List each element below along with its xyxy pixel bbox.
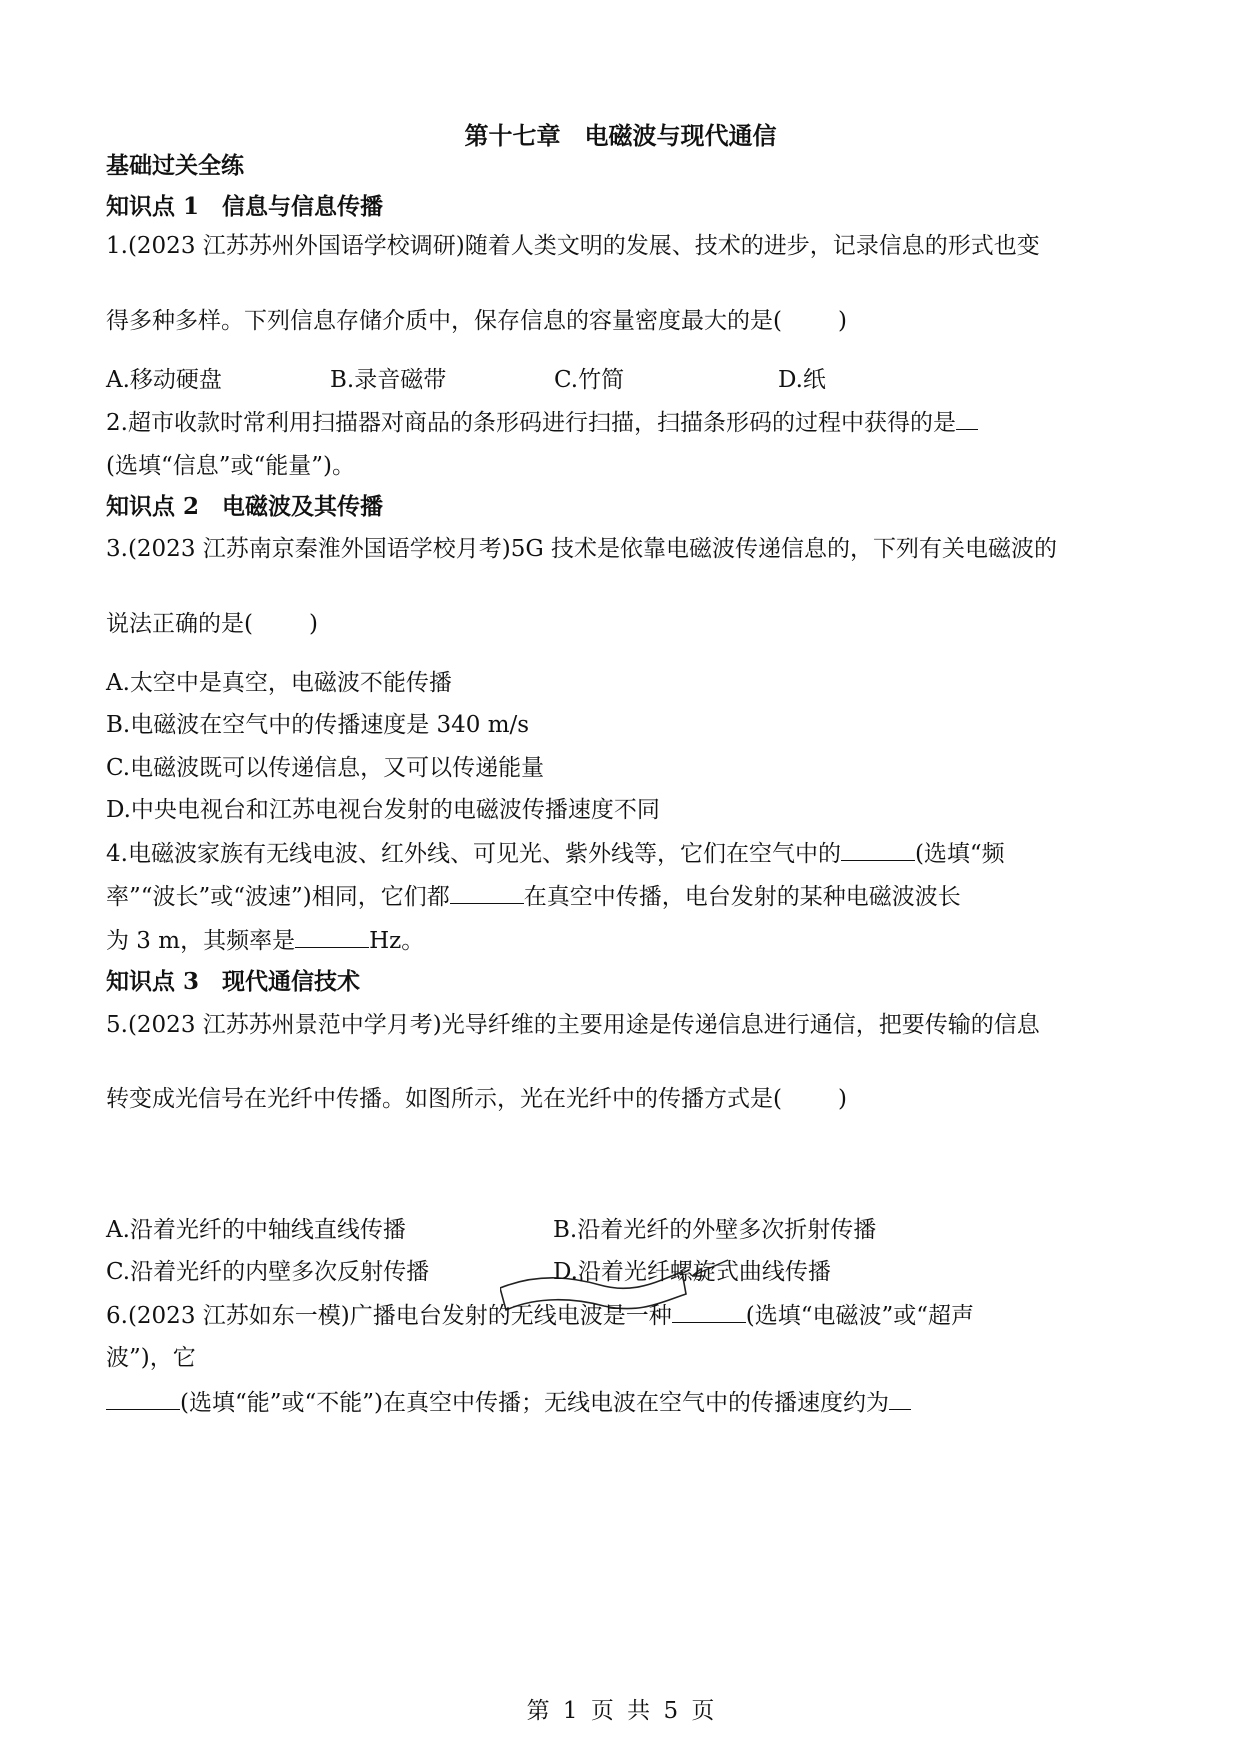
q3-option-b: B.电磁波在空气中的传播速度是 340 m/s <box>106 712 530 738</box>
q1-option-b: B.录音磁带 <box>330 367 447 393</box>
q6-line2: 波”)，它 <box>106 1345 196 1371</box>
paren-close: ) <box>308 611 318 637</box>
chapter-title: 第十七章 电磁波与现代通信 <box>464 121 777 150</box>
q5-option-a: A.沿着光纤的中轴线直线传播 <box>106 1217 406 1243</box>
q3-line2 <box>106 609 318 639</box>
q1-line1: 1.(2023 江苏苏州外国语学校调研)随着人类文明的发展、技术的进步，记录信息的形式也变 <box>106 233 1040 259</box>
q4-text: Hz。 <box>369 928 425 954</box>
q5-line2 <box>106 1084 847 1114</box>
q5-stem: 转变成光信号在光纤中传播。如图所示，光在光纤中的传播方式是( <box>106 1086 782 1112</box>
paren-close: ) <box>837 308 847 334</box>
q1-stem: 得多种多样。下列信息存储介质中，保存信息的容量密度最大的是( <box>106 308 782 334</box>
answer-blank <box>106 1387 180 1410</box>
q6-line3 <box>106 1387 911 1418</box>
q2-line2: (选填“信息”或“能量”)。 <box>106 453 355 479</box>
knowledge-point-1: 知识点 1 信息与信息传播 <box>106 193 384 220</box>
page-footer: 第 1 页 共 5 页 <box>526 1698 715 1724</box>
q1-option-a: A.移动硬盘 <box>106 367 222 393</box>
q1-line2 <box>106 306 847 336</box>
q6-text: (选填“电磁波”或“超声 <box>745 1303 974 1329</box>
q6-text: 6.(2023 江苏如东一模)广播电台发射的无线电波是一种 <box>106 1303 672 1329</box>
answer-blank <box>889 1387 911 1410</box>
answer-blank <box>672 1300 746 1323</box>
q2-line1 <box>106 407 978 438</box>
section-title: 基础过关全练 <box>106 152 244 179</box>
q5-option-d: D.沿着光纤螺旋式曲线传播 <box>553 1259 831 1285</box>
q3-line1: 3.(2023 江苏南京秦淮外国语学校月考)5G 技术是依靠电磁波传递信息的，下列有关电磁波的 <box>106 536 1058 562</box>
q5-option-b: B.沿着光纤的外壁多次折射传播 <box>553 1217 877 1243</box>
q1-option-c: C.竹简 <box>554 367 625 393</box>
answer-blank <box>450 881 524 904</box>
q6-line1 <box>106 1300 974 1331</box>
q5-line1: 5.(2023 江苏苏州景范中学月考)光导纤维的主要用途是传递信息进行通信，把要传输的信息 <box>106 1012 1040 1038</box>
q3-stem: 说法正确的是( <box>106 611 253 637</box>
q4-text: 4.电磁波家族有无线电波、红外线、可见光、紫外线等，它们在空气中的 <box>106 841 841 867</box>
q5-option-c: C.沿着光纤的内壁多次反射传播 <box>106 1259 430 1285</box>
knowledge-point-3: 知识点 3 现代通信技术 <box>106 968 361 995</box>
q3-option-a: A.太空中是真空，电磁波不能传播 <box>106 670 452 696</box>
q2-stem: 2.超市收款时常利用扫描器对商品的条形码进行扫描，扫描条形码的过程中获得的是 <box>106 410 956 436</box>
q4-text: 为 3 m，其频率是 <box>106 928 296 954</box>
q6-text: (选填“能”或“不能”)在真空中传播；无线电波在空气中的传播速度约为 <box>180 1390 889 1416</box>
q3-option-d: D.中央电视台和江苏电视台发射的电磁波传播速度不同 <box>106 797 660 823</box>
answer-blank <box>295 925 369 948</box>
q4-line2 <box>106 881 961 912</box>
q4-text: (选填“频 <box>914 841 1005 867</box>
q4-text: 率”“波长”或“波速”)相同，它们都 <box>106 884 450 910</box>
answer-blank <box>956 407 978 430</box>
q4-line1 <box>106 838 1005 869</box>
paren-close: ) <box>837 1086 847 1112</box>
q4-text: 在真空中传播，电台发射的某种电磁波波长 <box>523 884 961 910</box>
q1-option-d: D.纸 <box>778 367 826 393</box>
answer-blank <box>841 838 915 861</box>
q3-option-c: C.电磁波既可以传递信息，又可以传递能量 <box>106 755 545 781</box>
q4-line3 <box>106 925 424 956</box>
knowledge-point-2: 知识点 2 电磁波及其传播 <box>106 493 384 520</box>
